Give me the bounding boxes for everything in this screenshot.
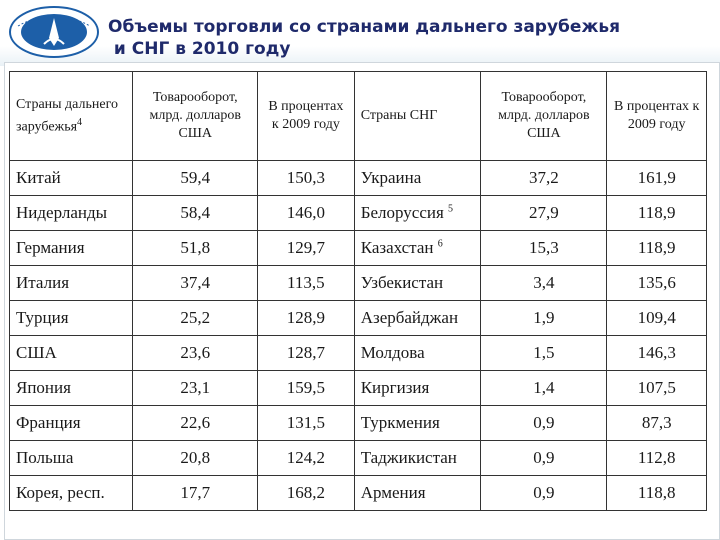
table-row: [10, 476, 707, 511]
slide-title: [108, 16, 718, 59]
cis-country-cell: Казахстан $^6$: [354, 231, 481, 266]
far-trade-cell: 25,2: [133, 301, 258, 336]
cis-trade-cell: 27,9: [481, 196, 607, 231]
far-country-cell: Франция: [10, 406, 133, 441]
header-far-countries: Страны дальнего зарубежья$^4$: [10, 72, 133, 161]
cis-trade-cell: 1,9: [481, 301, 607, 336]
far-percent-cell: 129,7: [258, 231, 355, 266]
far-country-cell: Польша: [10, 441, 133, 476]
cis-country-cell: Украина: [354, 161, 481, 196]
cis-percent-cell: 87,3: [607, 406, 707, 441]
header-cis-percent: В процентах к 2009 году: [607, 72, 707, 161]
cis-country-cell: Белоруссия $^5$: [354, 196, 481, 231]
table-row: [10, 336, 707, 371]
cis-country-cell: Азербайджан: [354, 301, 481, 336]
far-trade-cell: 51,8: [133, 231, 258, 266]
far-trade-cell: 23,1: [133, 371, 258, 406]
cis-trade-cell: 0,9: [481, 441, 607, 476]
header-cis-trade: Товарооборот, млрд. долларов США: [481, 72, 607, 161]
table-header-row: [10, 72, 707, 161]
far-percent-cell: 150,3: [258, 161, 355, 196]
header-far-trade: Товарооборот, млрд. долларов США: [133, 72, 258, 161]
table-row: [10, 196, 707, 231]
far-percent-cell: 113,5: [258, 266, 355, 301]
far-percent-cell: 168,2: [258, 476, 355, 511]
header-cis-countries: Страны СНГ: [354, 72, 481, 161]
table-row: [10, 441, 707, 476]
far-percent-cell: 124,2: [258, 441, 355, 476]
trade-table: [9, 71, 707, 511]
cis-trade-cell: 0,9: [481, 406, 607, 441]
cis-country-cell: Киргизия: [354, 371, 481, 406]
cis-country-cell: Молдова: [354, 336, 481, 371]
table-row: [10, 231, 707, 266]
far-trade-cell: 59,4: [133, 161, 258, 196]
cis-percent-cell: 118,8: [607, 476, 707, 511]
slide-title-line2: и СНГ в 2010 году: [108, 39, 291, 59]
far-trade-cell: 58,4: [133, 196, 258, 231]
cis-country-cell: Таджикистан: [354, 441, 481, 476]
cis-trade-cell: 37,2: [481, 161, 607, 196]
table-row: [10, 371, 707, 406]
table-row: [10, 266, 707, 301]
far-percent-cell: 159,5: [258, 371, 355, 406]
far-trade-cell: 23,6: [133, 336, 258, 371]
far-percent-cell: 128,9: [258, 301, 355, 336]
cis-country-cell: Туркмения: [354, 406, 481, 441]
far-country-cell: Германия: [10, 231, 133, 266]
far-country-cell: Италия: [10, 266, 133, 301]
cis-trade-cell: 3,4: [481, 266, 607, 301]
university-emblem-icon: [6, 4, 102, 60]
far-country-cell: Корея, респ.: [10, 476, 133, 511]
cis-country-cell: Узбекистан: [354, 266, 481, 301]
cis-trade-cell: 1,4: [481, 371, 607, 406]
far-trade-cell: 37,4: [133, 266, 258, 301]
table-row: [10, 301, 707, 336]
cis-percent-cell: 109,4: [607, 301, 707, 336]
cis-trade-cell: 15,3: [481, 231, 607, 266]
cis-percent-cell: 135,6: [607, 266, 707, 301]
table-row: [10, 406, 707, 441]
cis-percent-cell: 118,9: [607, 196, 707, 231]
cis-country-cell: Армения: [354, 476, 481, 511]
far-country-cell: США: [10, 336, 133, 371]
far-percent-cell: 131,5: [258, 406, 355, 441]
table-row: [10, 161, 707, 196]
far-percent-cell: 128,7: [258, 336, 355, 371]
far-country-cell: Китай: [10, 161, 133, 196]
table-panel: [4, 62, 720, 540]
slide-header: [0, 0, 720, 66]
far-trade-cell: 20,8: [133, 441, 258, 476]
cis-trade-cell: 0,9: [481, 476, 607, 511]
cis-trade-cell: 1,5: [481, 336, 607, 371]
cis-percent-cell: 146,3: [607, 336, 707, 371]
cis-percent-cell: 112,8: [607, 441, 707, 476]
cis-percent-cell: 107,5: [607, 371, 707, 406]
far-country-cell: Нидерланды: [10, 196, 133, 231]
far-trade-cell: 17,7: [133, 476, 258, 511]
slide-title-line1: Объемы торговли со странами дальнего зарубежья: [108, 17, 621, 37]
far-country-cell: Турция: [10, 301, 133, 336]
far-percent-cell: 146,0: [258, 196, 355, 231]
cis-percent-cell: 161,9: [607, 161, 707, 196]
far-trade-cell: 22,6: [133, 406, 258, 441]
header-far-percent: В процентах к 2009 году: [258, 72, 355, 161]
far-country-cell: Япония: [10, 371, 133, 406]
cis-percent-cell: 118,9: [607, 231, 707, 266]
